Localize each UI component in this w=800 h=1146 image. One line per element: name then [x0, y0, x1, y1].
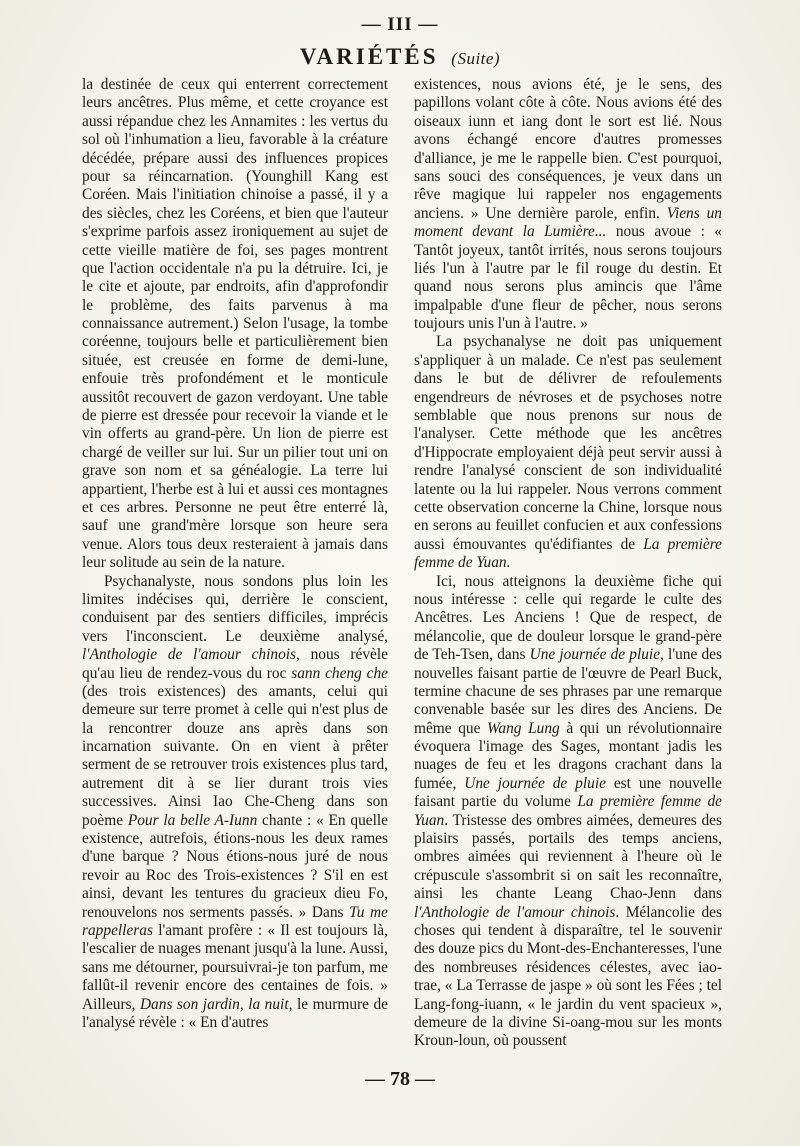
paragraph: la destinée de ceux qui enterrent correctement leurs ancêtres. Plus même, et cette croyance est aussi répandue chez les Annamites : les vertus du sol où l'inhumation a lieu, favorable à la créature décédée, prépare aussi des influences propices pour sa réincarnation. (Younghill Kang est Coréen. Mais l'initiation chinoise a passé, il y a des siècles, chez les Coréens, et bien que l'auteur s'exprime parfois assez ironiquement au sujet de cette vieille matière de foi, ses pages montrent que l'action occidentale n'a pu la détruire. Ici, je le cite et ajoute, par endroits, afin d'approfondir le problème, des faits parvenus à ma connaissance autrement.) Selon l'usage, la tombe coréenne, toujours belle et particulièrement bien située, est creusée en forme de demi-lune, enfouie très profondément et le monticule aussitôt recouvert de gazon verdoyant. Une table de pierre est dressée pour recevoir la viande et le vin offerts au grand-père. Un lion de pierre est chargé de veiller sur lui. Sur un pilier tout uni on grave son nom et sa généalogie. La terre lui appartient, l'herbe est à lui et aussi ces montagnes et ces arbres. Personne ne peut être enterré là, sauf une grand'mère lorsque son heure sera venue. Alors tous deux resteraient à jamais dans leur solitude au sein de la nature.	[82, 76, 388, 572]
section-title	[0, 44, 800, 70]
section-title-text: VARIÉTÉS	[299, 44, 439, 69]
folio-page-number: — 78 —	[365, 1068, 435, 1090]
paragraph: existences, nous avions été, je le sens, des papillons volant côte à côte. Nous avions été des oiseaux iunn et iang dont le sort est lié. Nous avons échangé encore d'autres promesses d'alliance, je me le rappelle bien. C'est pourquoi, sans souci des conséquences, je veux dans un rêve magique lui rappeler nos engagements anciens. » Une dernière parole, enfin. Viens un moment devant la Lumière... nous avoue : « Tantôt joyeux, tantôt irrités, nous serons toujours liés l'un à l'autre par le fil rouge du destin. Et quand nous serons plus amincis que l'âme impalpable d'une fleur de pêcher, nous serons toujours unis l'un à l'autre. »	[414, 76, 722, 333]
section-title-suite: (Suite)	[451, 49, 501, 68]
paragraph: Psychanalyste, nous sondons plus loin les limites indécises qui, derrière le conscient, conduisent par des sentiers difficiles, imprécis vers l'inconscient. Le deuxième analysé, l'Anthologie de l'amour chinois, nous révèle qu'au lieu de rendez-vous du roc sann cheng che (des trois existences) des amants, celui qui demeure sur terre promet à celle qui n'est plus de la rencontrer douze ans après dans son incarnation suivante. On en vient à prêter serment de se retrouver trois existences plus tard, autrement dit à se lier durant trois vies successives. Ainsi Iao Che-Cheng dans son poème Pour la belle A-Iunn chante : « En quelle existence, autrefois, étions-nous les deux rames d'une barque ? Nous étions-nous juré de nous revoir au Roc des Trois-existences ? S'il en est ainsi, devant les tentures du gracieux dieu Fo, renouvelons nos serments passés. » Dans Tu me rappelleras l'amant profère : « Il est toujours là, l'escalier de nuages menant jusqu'à la lune. Aussi, sans me détourner, poursuivrai-je ton parfum, me fallût-il revenir encore des centaines de fois. » Ailleurs, Dans son jardin, la nuit, le murmure de l'analysé révèle : « En d'autres	[82, 572, 389, 1031]
right-column	[414, 76, 722, 1051]
paragraph: Ici, nous atteignons la deuxième fiche qui nous intéresse : celle qui regarde le culte des Ancêtres. Les Anciens ! Que de respect, de mélancolie, que de douleur lorsque le grand-père de Teh-Tsen, dans Une journée de pluie, l'une des nouvelles faisant partie de l'œuvre de Pearl Buck, termine chacune de ses phrases par une remarque convenable basée sur les dires des Anciens. De même que Wang Lung à qui un révolutionnaire évoquera l'image des Sages, montant jadis les nuages de feu et les dragons crachant dans la fumée, Une journée de pluie est une nouvelle faisant partie du volume La première femme de Yuan. Tristesse des ombres aimées, demeures des plaisirs passés, portails des temps anciens, ombres aimées qui reviennent à l'heure où le crépuscule s'assombrit si on sait les reconnaître, ainsi les chante Leang Chao-Jenn dans l'Anthologie de l'amour chinois. Mélancolie des choses qui tendent à disparaître, tel le souvenir des douze pics du Mont-des-Enchanteresses, l'une des nombreuses résidences célestes, avec iao-trae, « La Terrasse de jaspe » où sont les Fées ; tel Lang-fong-iuann, « le jardin du vent spacieux », demeure de la divine Si-oang-mou sur les monts Kroun-loun, où poussent	[414, 572, 723, 1050]
left-column	[82, 76, 388, 1032]
running-page-number: — III —	[361, 14, 439, 35]
paragraph: La psychanalyse ne doit pas uniquement s'appliquer à un malade. Ce n'est pas seulement dans le but de délivrer de refoulements engendreurs de névroses et de psychoses notre semblable que nous prenons sur nous de l'analyser. Cette méthode que les ancêtres d'Hippocrate employaient déjà peut servir aussi à rendre l'analysé conscient de son individualité latente ou la lui rappeler. Nous verrons comment cette observation concerne la Chine, lorsque nous en serons au feuillet confucien et aux confessions aussi émouvantes qu'édifiantes de La première femme de Yuan.	[414, 333, 722, 572]
